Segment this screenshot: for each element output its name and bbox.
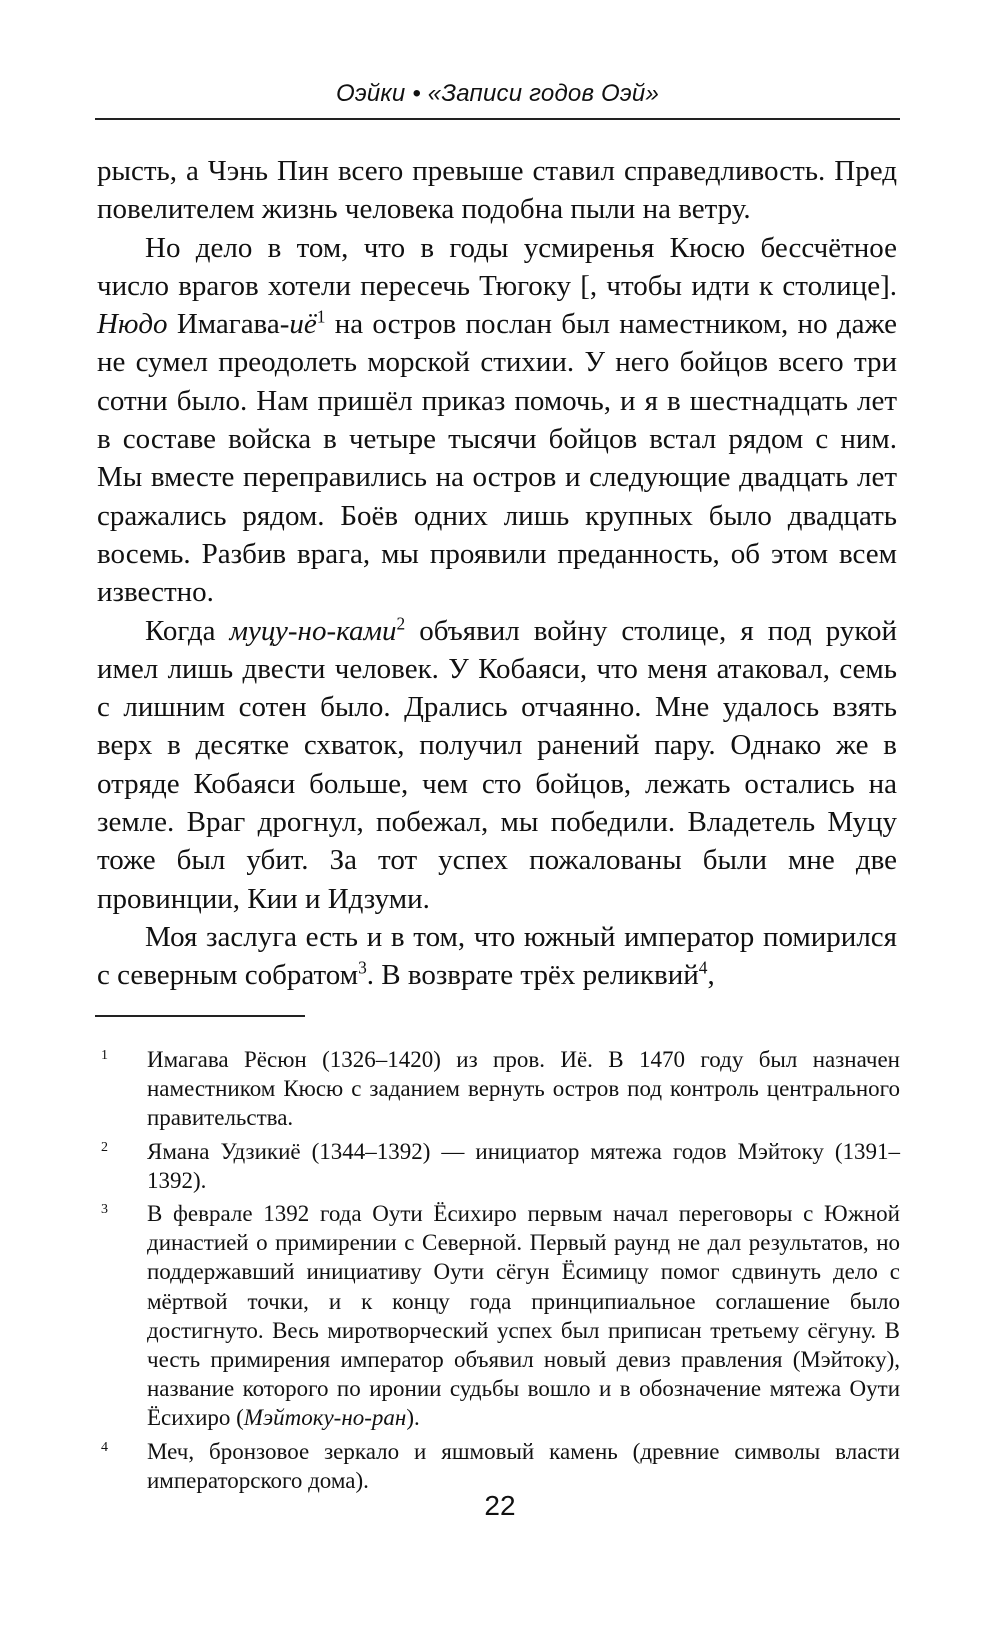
paragraph-1 <box>97 152 897 229</box>
footnote-text: В феврале 1392 года Оути Ёсихиро первым начал переговоры с Южной династией о примирении с Северной. Первый раунд не дал результатов, но поддержавший инициативу Оути сёгун Ёсимицу помог сдвинуть дело с мёртвой точки, и к концу года принципиальное соглашение было достигнуто. Весь миротворческий успех был приписан третьему сёгуну. В честь примирения император объявил новый девиз правления (Мэйтоку), название которого по иронии судьбы вошло и в обозначение мятежа Оути Ёсихиро ( <box>147 1201 900 1431</box>
paragraph-3 <box>97 612 897 918</box>
footnote-divider <box>95 1015 305 1017</box>
footnote-number: 3 <box>101 1202 108 1218</box>
paragraph-4-text-b: . В возврате трёх реликвий <box>366 959 699 992</box>
page-number: 22 <box>484 1490 516 1521</box>
footnote-number: 2 <box>101 1139 108 1155</box>
paragraph-2-text-a: Но дело в том, что в годы усмиренья Кюсю бессчётное число врагов хотели пересечь Тюгоку [, чтобы идти к столице]. <box>97 231 897 302</box>
paragraph-2-text-b: Имагава- <box>167 308 290 341</box>
footnote-ref-2: 2 <box>396 612 406 633</box>
paragraph-2 <box>97 229 897 612</box>
paragraph-2-text-c: на остров послан был наместником, но даже не сумел преодолеть морской стихии. У него бойцов всего три сотни было. Нам пришёл приказ помочь, и я в шестнадцать лет в составе войска в четыре тысячи бойцов встал рядом с ним. Мы вместе переправились на остров и следующие двадцать лет сражались рядом. Боёв одних лишь крупных было двадцать восемь. Разбив врага, мы проявили преданность, об этом всем известно. <box>97 308 897 609</box>
paragraph-2-italic-term-1: Нюдо <box>97 308 168 341</box>
paragraph-4-text-a: Моя заслуга есть и в том, что южный император помирился с северным собратом <box>97 920 897 992</box>
main-text <box>97 152 897 995</box>
footnote-text: Ямана Удзикиё (1344–1392) — инициатор мятежа годов Мэйтоку (1391–1392). <box>147 1138 900 1193</box>
footnote-3 <box>95 1199 900 1433</box>
footnote-italic-term: Мэйтоку-но-ран <box>243 1405 407 1431</box>
paragraph-3-text-b: объявил войну столице, я под рукой имел лишь двести человек. У Кобаяси, что меня атаковал, семь с лишним сотен было. Дрались отчаянно. Мне удалось взять верх в десятке схваток, получил ранений пару. Однако же в отряде Кобаяси больше, чем сто бойцов, лежать остались на земле. Враг дрогнул, побежал, мы победили. Владетель Муцу тоже был убит. За тот успех пожалованы были мне две провинции, Кии и Идзуми. <box>97 614 897 915</box>
paragraph-2-italic-term-2: иё <box>289 308 317 341</box>
footnote-text: Имагава Рёсюн (1326–1420) из пров. Иё. В 1470 году был назначен наместником Кюсю с заданием вернуть остров под контроль центрального правительства. <box>147 1047 900 1131</box>
footnote-ref-3: 3 <box>358 957 367 978</box>
footnote-number: 1 <box>101 1048 108 1063</box>
paragraph-3-italic-term: муцу-но-ками <box>229 614 397 647</box>
footnote-4 <box>95 1437 900 1495</box>
header-divider <box>95 118 900 120</box>
footnotes <box>95 1045 900 1499</box>
footnote-text-tail: ). <box>406 1405 420 1431</box>
paragraph-3-text-a: Когда <box>145 614 230 647</box>
paragraph-1-text: рысть, а Чэнь Пин всего превыше ставил справедливость. Пред повелителем жизнь человека подобна пыли на ветру. <box>97 155 897 226</box>
paragraph-4 <box>97 918 897 995</box>
paragraph-4-text-c: , <box>707 959 715 992</box>
footnote-1 <box>95 1045 900 1133</box>
footnote-text: Меч, бронзовое зеркало и яшмовый камень (древние символы власти императорского дома). <box>147 1438 900 1493</box>
footnote-text-container <box>147 1199 900 1433</box>
running-head: Оэйки • «Записи годов Оэй» <box>335 80 660 107</box>
footnote-ref-1: 1 <box>316 306 326 327</box>
footnote-2 <box>95 1137 900 1195</box>
footnote-number: 4 <box>101 1439 108 1455</box>
footnote-ref-4: 4 <box>698 957 708 978</box>
